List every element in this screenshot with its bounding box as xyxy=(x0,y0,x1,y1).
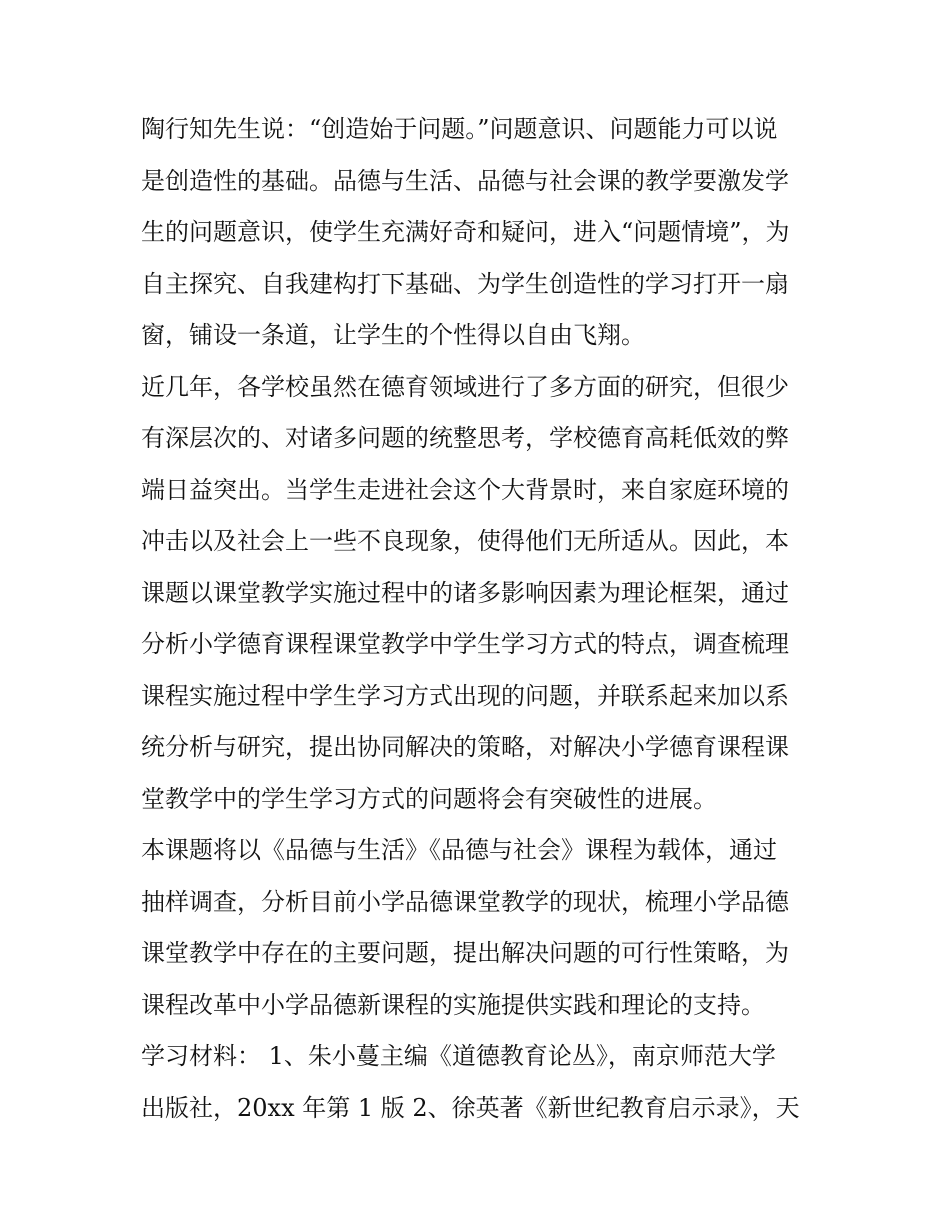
text-line: 自主探究、自我建构打下基础、为学生创造性的学习打开一扇 xyxy=(141,269,789,298)
text-line: 陶行知先生说：“创造始于问题。”问题意识、问题能力可以说 xyxy=(141,115,778,143)
paragraph-2 xyxy=(141,362,813,826)
document-body xyxy=(141,104,813,1134)
text-line: 出版社，20xx 年第 1 版 2、徐英著《新世纪教育启示录》，天 xyxy=(141,1093,800,1122)
text-line: 堂教学中的学生学习方式的问题将会有突破性的进展。 xyxy=(141,784,717,813)
text-line: 课程改革中小学品德新课程的实施提供实践和理论的支持。 xyxy=(141,990,765,1019)
text-line: 学习材料： 1、朱小蔓主编《道德教育论丛》，南京师范大学 xyxy=(141,1042,776,1070)
text-line: 窗，铺设一条道，让学生的个性得以自由飞翔。 xyxy=(141,321,645,349)
text-line: 是创造性的基础。品德与生活、品德与社会课的教学要激发学 xyxy=(141,166,789,195)
text-line: 冲击以及社会上一些不良现象，使得他们无所适从。因此，本 xyxy=(141,527,789,555)
text-line: 课堂教学中存在的主要问题，提出解决问题的可行性策略，为 xyxy=(141,939,789,967)
text-line: 本课题将以《品德与生活》《品德与社会》课程为载体，通过 xyxy=(141,836,777,864)
text-line: 课程实施过程中学生学习方式出现的问题，并联系起来加以系 xyxy=(141,681,789,710)
paragraph-1 xyxy=(141,104,813,362)
text-line: 分析小学德育课程课堂教学中学生学习方式的特点，调查梳理 xyxy=(141,630,789,658)
text-line: 抽样调查，分析目前小学品德课堂教学的现状，梳理小学品德 xyxy=(141,887,789,916)
text-line: 统分析与研究，提出协同解决的策略，对解决小学德育课程课 xyxy=(141,733,789,761)
text-line: 端日益突出。当学生走进社会这个大背景时，来自家庭环境的 xyxy=(141,475,789,504)
text-line: 有深层次的、对诸多问题的统整思考，学校德育高耗低效的弊 xyxy=(141,424,789,452)
paragraph-3 xyxy=(141,825,813,1031)
text-line: 课题以课堂教学实施过程中的诸多影响因素为理论框架，通过 xyxy=(141,578,789,607)
text-line: 近几年，各学校虽然在德育领域进行了多方面的研究，但很少 xyxy=(141,372,789,401)
text-line: 生的问题意识，使学生充满好奇和疑问，进入“问题情境”，为 xyxy=(141,218,790,246)
paragraph-4 xyxy=(141,1031,813,1134)
